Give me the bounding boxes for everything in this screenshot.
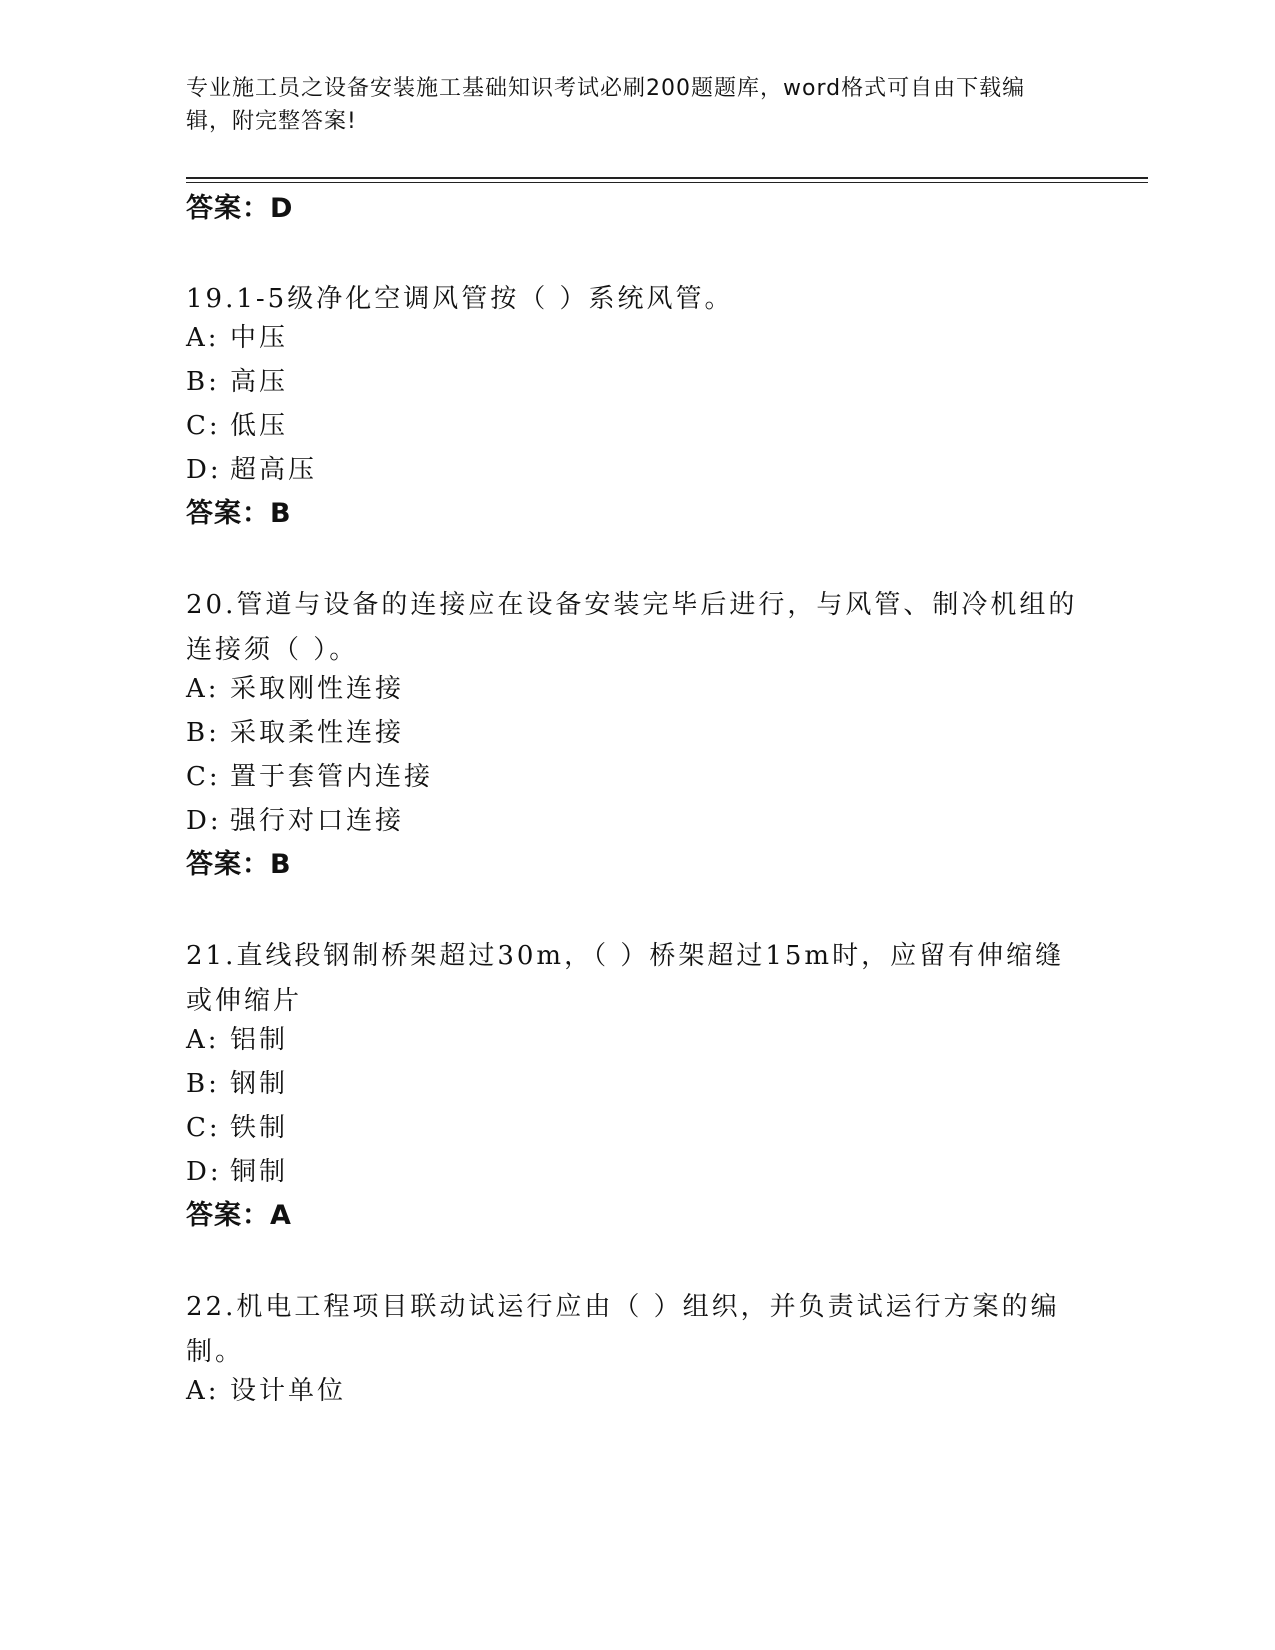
option-text: 钢制	[230, 1069, 289, 1099]
option-letter: B:	[186, 367, 220, 397]
question-22-text: 22.机电工程项目联动试运行应由（ ）组织，并负责试运行方案的编制。	[186, 1292, 1060, 1367]
option-letter: C:	[186, 1113, 221, 1143]
question-21-answer: 答案：A	[186, 1200, 292, 1231]
option-text: 采取柔性连接	[230, 718, 405, 748]
question-21-option-c	[186, 1111, 288, 1145]
question-20-option-a	[186, 672, 404, 706]
question-20-answer: 答案：B	[186, 849, 292, 880]
option-letter: A:	[186, 1025, 220, 1055]
question-19-option-d	[186, 453, 317, 487]
question-20-text: 20.管道与设备的连接应在设备安装完毕后进行，与风管、制冷机组的连接须（ ）。	[186, 590, 1078, 665]
option-letter: A:	[186, 674, 220, 704]
option-letter: D:	[186, 455, 222, 485]
question-19-text: 19.1-5级净化空调风管按（ ）系统风管。	[186, 284, 734, 314]
question-20-option-c	[186, 760, 433, 794]
option-text: 铁制	[230, 1113, 289, 1143]
option-text: 高压	[230, 367, 289, 397]
option-letter: C:	[186, 411, 221, 441]
question-21-option-a	[186, 1023, 288, 1057]
option-text: 铝制	[230, 1025, 289, 1055]
question-20-option-b	[186, 716, 404, 750]
option-text: 设计单位	[230, 1376, 347, 1406]
question-19-option-a	[186, 321, 288, 355]
document-header: 专业施工员之设备安装施工基础知识考试必刷200题题库，word格式可自由下载编辑，附完整答案!	[186, 76, 1026, 134]
question-22-option-a	[186, 1374, 346, 1408]
question-19-option-b	[186, 365, 288, 399]
option-letter: B:	[186, 718, 220, 748]
option-text: 采取刚性连接	[230, 674, 405, 704]
header-divider	[186, 177, 1148, 183]
option-letter: B:	[186, 1069, 220, 1099]
question-21-option-b	[186, 1067, 288, 1101]
option-letter: C:	[186, 762, 221, 792]
answer-prev: 答案：D	[186, 193, 294, 224]
question-19-option-c	[186, 409, 288, 443]
question-21-option-d	[186, 1155, 288, 1189]
option-letter: A:	[186, 1376, 220, 1406]
question-20-option-d	[186, 804, 404, 838]
question-19-answer: 答案：B	[186, 498, 292, 529]
question-21-text: 21.直线段钢制桥架超过30m，（ ）桥架超过15m时，应留有伸缩缝或伸缩片	[186, 941, 1065, 1016]
option-letter: A:	[186, 323, 220, 353]
option-text: 低压	[230, 411, 289, 441]
option-text: 中压	[230, 323, 289, 353]
option-text: 铜制	[230, 1157, 289, 1187]
option-text: 置于套管内连接	[230, 762, 434, 792]
option-text: 超高压	[230, 455, 318, 485]
option-letter: D:	[186, 806, 222, 836]
option-letter: D:	[186, 1157, 222, 1187]
option-text: 强行对口连接	[230, 806, 405, 836]
